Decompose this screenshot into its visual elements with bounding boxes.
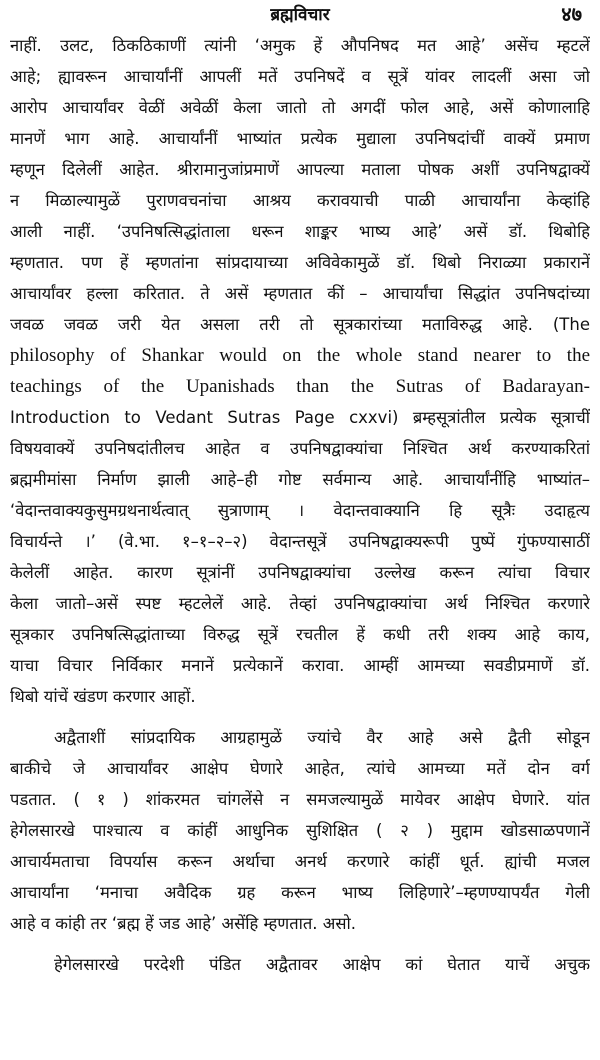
text-line: आली नाहीं. ‘उपनिषत्सिद्धांताला धरून शाङ्कर भाष्य आहे’ असें डॉ. थिबोहि bbox=[10, 222, 590, 241]
text-line: म्हणून दिलेलीं आहेत. श्रीरामानुजांप्रमाणें आपल्या मताला पोषक अशीं उपनिषद्वाक्यें bbox=[10, 160, 590, 179]
text-line: याचा विचार निर्विकार मनानें प्रत्येकानें करावा. आम्हीं आमच्या सवडीप्रमाणें डॉ. bbox=[10, 656, 590, 675]
running-head: ब्रह्मविचार bbox=[270, 5, 330, 25]
text-line: सूत्रकार उपनिषत्सिद्धांताच्या विरुद्ध सूत्रें रचतील हें कधी तरी शक्य आहे काय, bbox=[10, 625, 590, 644]
paragraph-gap bbox=[10, 939, 590, 949]
text-line: अद्वैताशीं सांप्रदायिक आग्रहामुळें ज्यांचे वैर आहे असे द्वैती सोडून bbox=[54, 728, 590, 747]
text-line: आचार्यांवर हल्ला करितात. ते असें म्हणतात कीं – आचार्यांचा सिद्धांत उपनिषदांच्या bbox=[10, 284, 590, 303]
text-line: ‘वेदान्तवाक्यकुसुमग्रथनार्थत्वात् सुत्राणाम् । वेदान्तवाक्यानि हि सूत्रैः उदाहृत्य bbox=[10, 501, 590, 520]
text-line: हेगेलसारखे पाश्चात्य व कांहीं आधुनिक सुशिक्षित ( २ ) मुद्दाम खोडसाळपणानें bbox=[10, 821, 590, 840]
text-line: पडतात. ( १ ) शांकरमत चांगलेंसे न समजल्यामुळें मायेवर आक्षेप घेणारे. यांत bbox=[10, 790, 590, 809]
text-line: आहे; ह्यावरून आचार्यांनीं आपलीं मतें उपनिषदें व सूत्रें यांवर लादलीं असा जो bbox=[10, 67, 590, 86]
text-line: थिबो यांचें खंडण करणार आहों. bbox=[10, 687, 196, 706]
text-line: जवळ जवळ जरी येत असला तरी तो सूत्रकारांच्या मताविरुद्ध आहे. (The bbox=[10, 315, 590, 334]
text-line: केलेलीं आहेत. कारण सूत्रांनीं उपनिषद्वाक्यांचा उल्लेख करून त्यांचा विचार bbox=[10, 563, 590, 582]
text-line: Introduction to Vedant Sutras Page cxxvi) ब्रम्हसूत्रांतील प्रत्येक सूत्राचीं bbox=[10, 408, 590, 427]
text-line: न मिळाल्यामुळें पुराणवचनांचा आश्रय करावयाची पाळी आचार्यांना केव्हांहि bbox=[10, 191, 590, 210]
text-line-english: teachings of the Upanishads than the Sutras of Badarayan- bbox=[10, 376, 590, 397]
text-line: नाहीं. उलट, ठिकठिकाणीं त्यांनी ‘अमुक हें औपनिषद मत आहे’ असेंच म्हटलें bbox=[10, 36, 590, 55]
text-line-english: philosophy of Shankar would on the whole stand nearer to the bbox=[10, 345, 590, 366]
paragraph-2 bbox=[10, 722, 590, 939]
text-line: बाकीचे जे आचार्यांवर आक्षेप घेणारे आहेत, त्यांचे आमच्या मतें दोन वर्ग bbox=[10, 759, 590, 778]
text-line: मानणें भाग आहे. आचार्यांनीं भाष्यांत प्रत्येक मुद्याला उपनिषदांचीं वाक्यें प्रमाण bbox=[10, 129, 590, 148]
text-line: आरोप आचार्यांवर वेळीं अवेळीं केला जातो तो अगदीं फोल आहे, असें कोणालाहि bbox=[10, 98, 590, 117]
text-line: आचार्यमताचा विपर्यास करून अर्थाचा अनर्थ करणारे कांहीं धूर्त. ह्यांची मजल bbox=[10, 852, 590, 871]
paragraph-3 bbox=[10, 949, 590, 980]
text-line: म्हणतात. पण हें म्हणतांना सांप्रदायाच्या अविवेकामुळें डॉ. थिबो निराळ्या प्रकारानें bbox=[10, 253, 590, 272]
text-line: हेगेलसारखे परदेशी पंडित अद्वैतावर आक्षेप कां घेतात याचें अचुक bbox=[54, 955, 590, 974]
text-line: विषयवाक्यें उपनिषदांतीलच आहेत व उपनिषद्वाक्यांचा निश्चित अर्थ करण्याकरितां bbox=[10, 439, 590, 458]
paragraph-1 bbox=[10, 30, 590, 712]
text-line: केला जातो–असें स्पष्ट म्हटलेलें आहे. तेव्हां उपनिषद्वाक्यांचा अर्थ निश्चित करणारे bbox=[10, 594, 590, 613]
text-line: ब्रह्ममीमांसा निर्माण झाली आहे–ही गोष्ट सर्वमान्य आहे. आचार्यांनींहि भाष्यांत– bbox=[10, 470, 590, 489]
page-header bbox=[10, 0, 590, 30]
text-line: विचार्यन्ते ।’ (वे.भा. १–१–२–२) वेदान्तसूत्रें उपनिषद्वाक्यरूपी पुष्पें गुंफण्यासाठीं bbox=[10, 532, 590, 551]
page-number: ४७ bbox=[561, 2, 582, 26]
text-line: आचार्यांना ‘मनाचा अवैदिक ग्रह करून भाष्य लिहिणारे’–म्हणण्यापर्यंत गेली bbox=[10, 883, 590, 902]
paragraph-gap bbox=[10, 712, 590, 722]
text-line: आहे व कांही तर ‘ब्रह्म हें जड आहे’ असेंहि म्हणतात. असो. bbox=[10, 914, 357, 933]
